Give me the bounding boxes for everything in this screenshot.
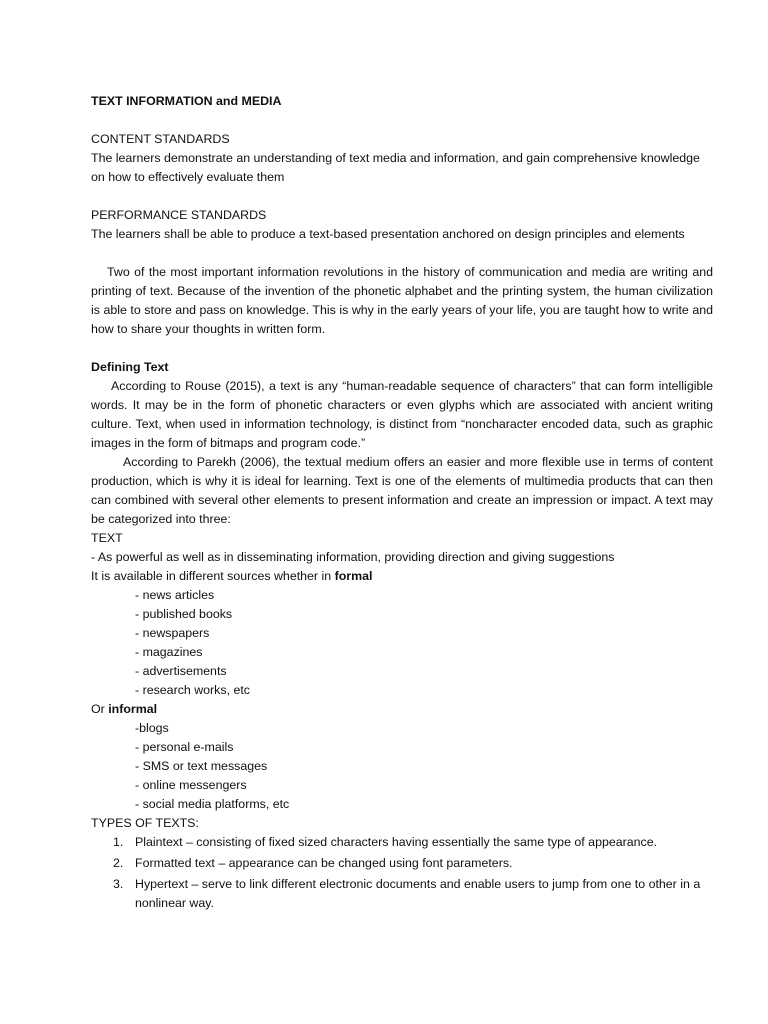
defining-text-paragraph-1: According to Rouse (2015), a text is any “human-readable sequence of characters” that can form intelligible words. It may be in the form of phonetic characters or even glyphs which are associated with ancient writing culture. Text, when used in information technology, is distinct from “noncharacter encoded data, such as graphic images in the form of bitmaps and program code.” xyxy=(91,379,713,450)
list-number: 1. xyxy=(113,835,124,849)
informal-word: informal xyxy=(108,702,158,716)
list-item: - SMS or text messages xyxy=(135,759,268,773)
types-list-item xyxy=(91,875,713,913)
formal-word: formal xyxy=(334,569,373,583)
text-label: TEXT xyxy=(91,531,123,545)
text-description: - As powerful as well as in disseminating information, providing direction and giving suggestions xyxy=(91,550,615,564)
types-list xyxy=(91,833,713,913)
performance-standards-body: The learners shall be able to produce a text-based presentation anchored on design principles and elements xyxy=(91,227,685,241)
list-text: Formatted text – appearance can be changed using font parameters. xyxy=(135,856,513,870)
list-item: - newspapers xyxy=(135,626,210,640)
performance-standards-heading: PERFORMANCE STANDARDS xyxy=(91,208,267,222)
list-item: - personal e-mails xyxy=(135,740,234,754)
informal-prefix: Or xyxy=(91,702,109,716)
list-item: - advertisements xyxy=(135,664,227,678)
list-item: - published books xyxy=(135,607,233,621)
list-item: - research works, etc xyxy=(135,683,250,697)
list-item: -blogs xyxy=(135,721,169,735)
list-text: Hypertext – serve to link different electronic documents and enable users to jump from one to other in a nonlinear way. xyxy=(135,877,701,910)
defining-text-heading: Defining Text xyxy=(91,360,169,374)
content-standards-heading: CONTENT STANDARDS xyxy=(91,132,230,146)
content-standards-body: The learners demonstrate an understanding of text media and information, and gain comprehensive knowledge on how to effectively evaluate them xyxy=(91,151,700,184)
list-item: - online messengers xyxy=(135,778,247,792)
list-number: 2. xyxy=(113,856,124,870)
defining-text-paragraph-2: According to Parekh (2006), the textual medium offers an easier and more flexible use in terms of content production, which is why it is ideal for learning. Text is one of the elements of multimedia products that can then can combined with several other elements to present information and create an impression or impact. A text may be categorized into three: xyxy=(91,455,713,526)
spacer xyxy=(91,339,713,358)
list-item: - magazines xyxy=(135,645,203,659)
document-body xyxy=(91,92,713,915)
types-list-item xyxy=(91,833,713,852)
intro-paragraph: Two of the most important information revolutions in the history of communication and media are writing and printing of text. Because of the invention of the phonetic alphabet and the printing system, the human civilization is able to store and pass on knowledge. This is why in the early years of your life, you are taught how to write and how to share your thoughts in written form. xyxy=(91,265,713,336)
document-title: TEXT INFORMATION and MEDIA xyxy=(91,94,282,108)
list-text: Plaintext – consisting of fixed sized characters having essentially the same type of appearance. xyxy=(135,835,658,849)
spacer xyxy=(91,244,713,263)
formal-prefix: It is available in different sources whether in xyxy=(91,569,335,583)
list-number: 3. xyxy=(113,877,124,891)
informal-sources-line xyxy=(91,700,713,719)
list-item: - news articles xyxy=(135,588,215,602)
formal-sources-line xyxy=(91,567,713,586)
list-item: - social media platforms, etc xyxy=(135,797,290,811)
types-heading: TYPES OF TEXTS: xyxy=(91,816,199,830)
spacer xyxy=(91,187,713,206)
types-list-item xyxy=(91,854,713,873)
